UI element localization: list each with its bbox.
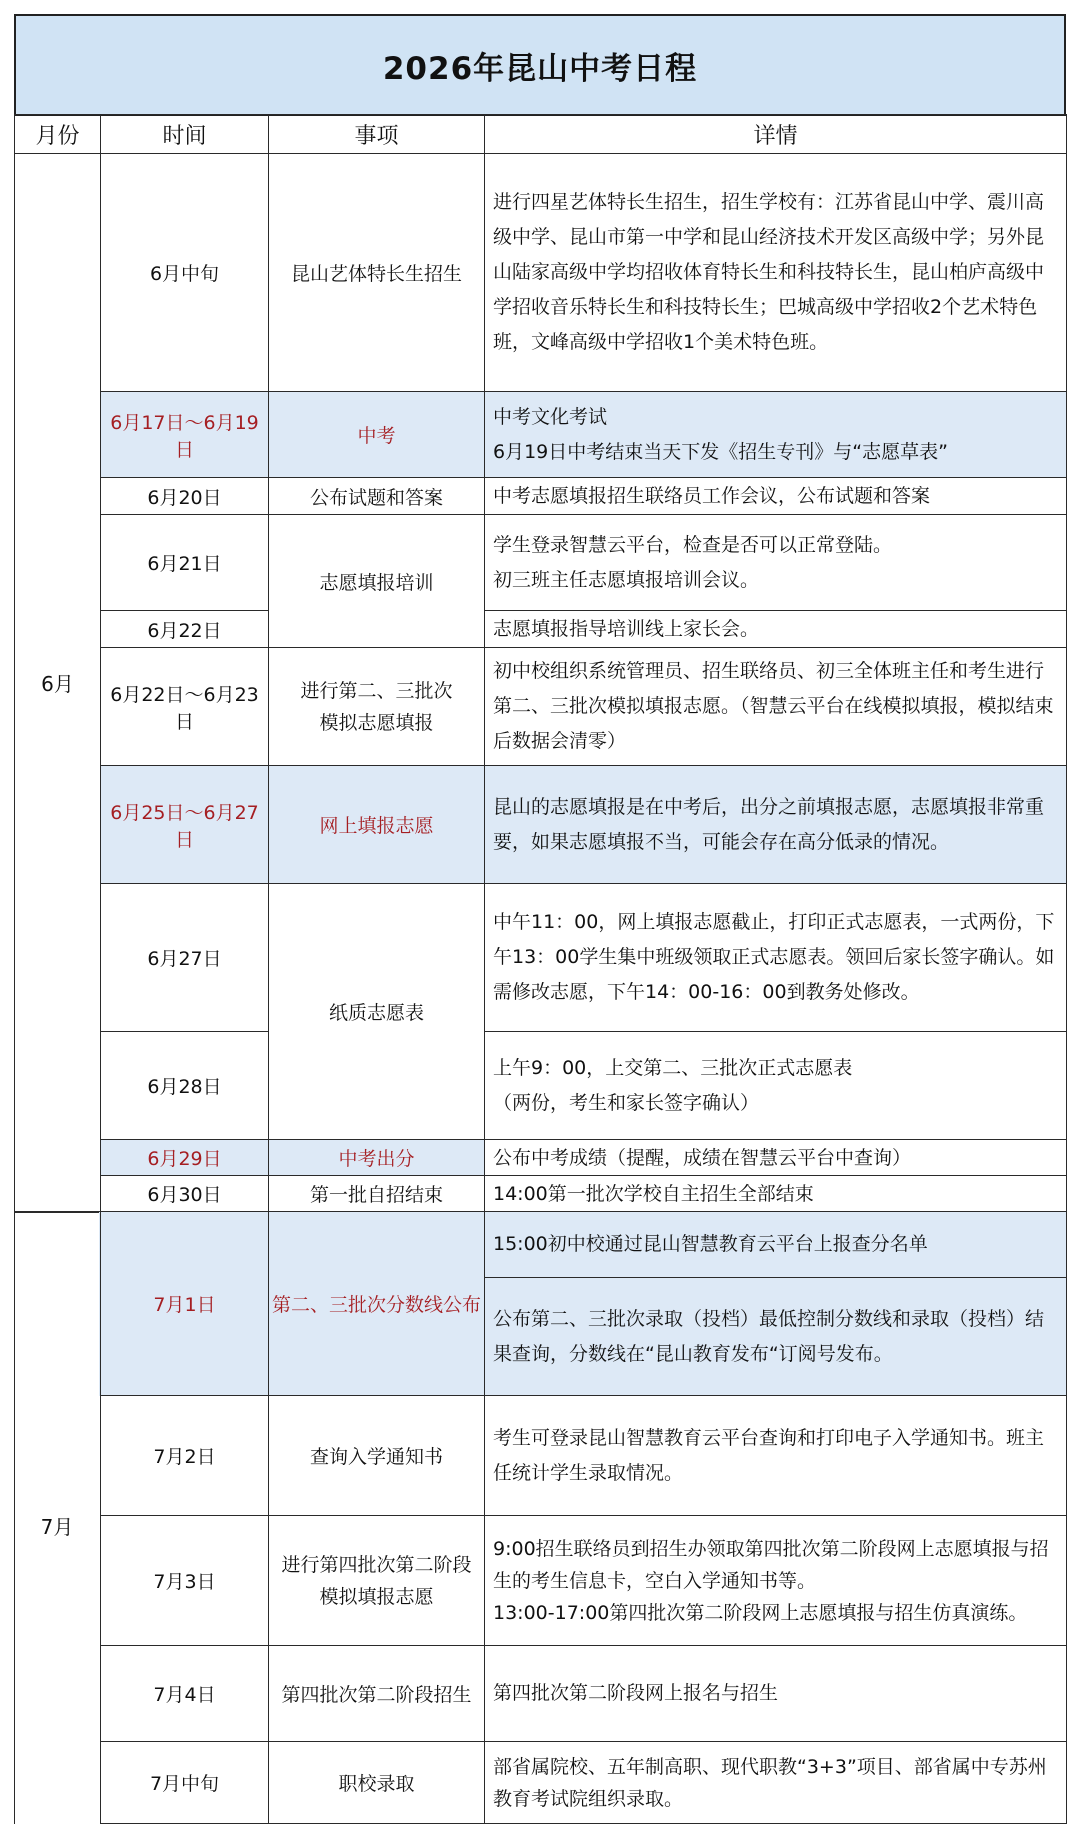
time-cell: 7月2日 [101, 1396, 269, 1516]
schedule-table [14, 114, 1067, 1824]
time-cell: 6月22日 [101, 611, 269, 648]
header-item: 事项 [269, 115, 485, 154]
table-row [15, 1176, 1067, 1212]
header-time: 时间 [101, 115, 269, 154]
title-bar [14, 14, 1066, 116]
month-cell-june: 6月 [15, 154, 101, 1212]
time-cell: 6月27日 [101, 884, 269, 1032]
item-cell: 第四批次第二阶段招生 [269, 1646, 485, 1742]
time-cell: 7月中旬 [101, 1742, 269, 1824]
header-detail: 详情 [485, 115, 1067, 154]
item-cell: 公布试题和答案 [269, 478, 485, 515]
detail-line: 中考文化考试 [493, 400, 1060, 435]
table-row [15, 478, 1067, 515]
item-line: 模拟填报志愿 [269, 1581, 484, 1613]
time-cell: 6月28日 [101, 1032, 269, 1140]
month-cell-july [15, 1212, 99, 1839]
detail-cell [485, 1032, 1067, 1140]
detail-cell: 部省属院校、五年制高职、现代职教“3+3”项目、部省属中专苏州教育考试院组织录取。 [485, 1742, 1067, 1824]
detail-cell: 中考志愿填报招生联络员工作会议，公布试题和答案 [485, 478, 1067, 515]
table-row [15, 1646, 1067, 1742]
item-cell: 志愿填报培训 [269, 515, 485, 648]
detail-cell: 15:00初中校通过昆山智慧教育云平台上报查分名单 [485, 1212, 1067, 1278]
time-cell: 7月4日 [101, 1646, 269, 1742]
time-cell: 6月30日 [101, 1176, 269, 1212]
page-title: 2026年昆山中考日程 [383, 43, 697, 88]
table-row [15, 611, 1067, 648]
item-cell: 第二、三批次分数线公布 [269, 1212, 485, 1396]
table-row [15, 648, 1067, 766]
time-cell: 6月29日 [101, 1140, 269, 1176]
item-cell: 中考出分 [269, 1140, 485, 1176]
item-cell: 第一批自招结束 [269, 1176, 485, 1212]
time-cell: 7月1日 [101, 1212, 269, 1396]
time-cell: 6月22日～6月23日 [101, 648, 269, 766]
detail-cell: 公布第二、三批次录取（投档）最低控制分数线和录取（投档）结果查询，分数线在“昆山教育发布“订阅号发布。 [485, 1278, 1067, 1396]
item-cell: 中考 [269, 392, 485, 478]
table-row [15, 884, 1067, 1032]
table-row [15, 1032, 1067, 1140]
detail-line: 9:00招生联络员到招生办领取第四批次第二阶段网上志愿填报与招生的考生信息卡，空白入学通知书等。 [493, 1533, 1060, 1597]
table-row [15, 766, 1067, 884]
time-cell: 6月25日～6月27日 [101, 766, 269, 884]
time-cell: 6月21日 [101, 515, 269, 611]
table-row [15, 515, 1067, 611]
table-header-row [15, 115, 1067, 154]
detail-cell: 进行四星艺体特长生招生，招生学校有：江苏省昆山中学、震川高级中学、昆山市第一中学和昆山经济技术开发区高级中学；另外昆山陆家高级中学均招收体育特长生和科技特长生，昆山柏庐高级中学招收音乐特长生和科技特长生；巴城高级中学招收2个艺术特色班，文峰高级中学招收1个美术特色班。 [485, 154, 1067, 392]
header-month: 月份 [15, 115, 101, 154]
item-line: 模拟志愿填报 [269, 707, 484, 739]
detail-cell: 考生可登录昆山智慧教育云平台查询和打印电子入学通知书。班主任统计学生录取情况。 [485, 1396, 1067, 1516]
detail-line: 学生登录智慧云平台，检查是否可以正常登陆。 [493, 528, 1060, 563]
detail-line: 13:00-17:00第四批次第二阶段网上志愿填报与招生仿真演练。 [493, 1597, 1060, 1629]
table-row [15, 1140, 1067, 1176]
item-cell: 查询入学通知书 [269, 1396, 485, 1516]
detail-cell: 昆山的志愿填报是在中考后，出分之前填报志愿，志愿填报非常重要，如果志愿填报不当，可能会存在高分低录的情况。 [485, 766, 1067, 884]
detail-line: 上午9：00，上交第二、三批次正式志愿表 [493, 1051, 1060, 1086]
detail-cell: 第四批次第二阶段网上报名与招生 [485, 1646, 1067, 1742]
item-line: 进行第二、三批次 [269, 675, 484, 707]
time-cell: 6月17日～6月19日 [101, 392, 269, 478]
time-cell: 6月中旬 [101, 154, 269, 392]
table-row [15, 1742, 1067, 1824]
detail-cell: 初中校组织系统管理员、招生联络员、初三全体班主任和考生进行第二、三批次模拟填报志愿。（智慧云平台在线模拟填报，模拟结束后数据会清零） [485, 648, 1067, 766]
item-cell: 纸质志愿表 [269, 884, 485, 1140]
item-cell [269, 1516, 485, 1646]
detail-cell: 公布中考成绩（提醒，成绩在智慧云平台中查询） [485, 1140, 1067, 1176]
detail-cell: 14:00第一批次学校自主招生全部结束 [485, 1176, 1067, 1212]
detail-cell: 中午11：00，网上填报志愿截止，打印正式志愿表，一式两份，下午13：00学生集中班级领取正式志愿表。领回后家长签字确认。如需修改志愿，下午14：00-16：00到教务处修改。 [485, 884, 1067, 1032]
detail-line: 6月19日中考结束当天下发《招生专刊》与“志愿草表” [493, 435, 1060, 470]
item-cell [269, 648, 485, 766]
time-cell: 7月3日 [101, 1516, 269, 1646]
detail-cell [485, 1516, 1067, 1646]
item-line: 进行第四批次第二阶段 [269, 1549, 484, 1581]
detail-line: （两份，考生和家长签字确认） [493, 1086, 1060, 1121]
detail-cell [485, 515, 1067, 611]
month-label: 7月 [41, 1511, 74, 1540]
time-cell: 6月20日 [101, 478, 269, 515]
table-row [15, 1516, 1067, 1646]
table-row [15, 154, 1067, 392]
table-row [15, 1396, 1067, 1516]
table-row [15, 1212, 1067, 1278]
detail-line: 初三班主任志愿填报培训会议。 [493, 563, 1060, 598]
item-cell: 昆山艺体特长生招生 [269, 154, 485, 392]
detail-cell [485, 392, 1067, 478]
item-cell: 职校录取 [269, 1742, 485, 1824]
item-cell: 网上填报志愿 [269, 766, 485, 884]
table-row [15, 392, 1067, 478]
detail-cell: 志愿填报指导培训线上家长会。 [485, 611, 1067, 648]
